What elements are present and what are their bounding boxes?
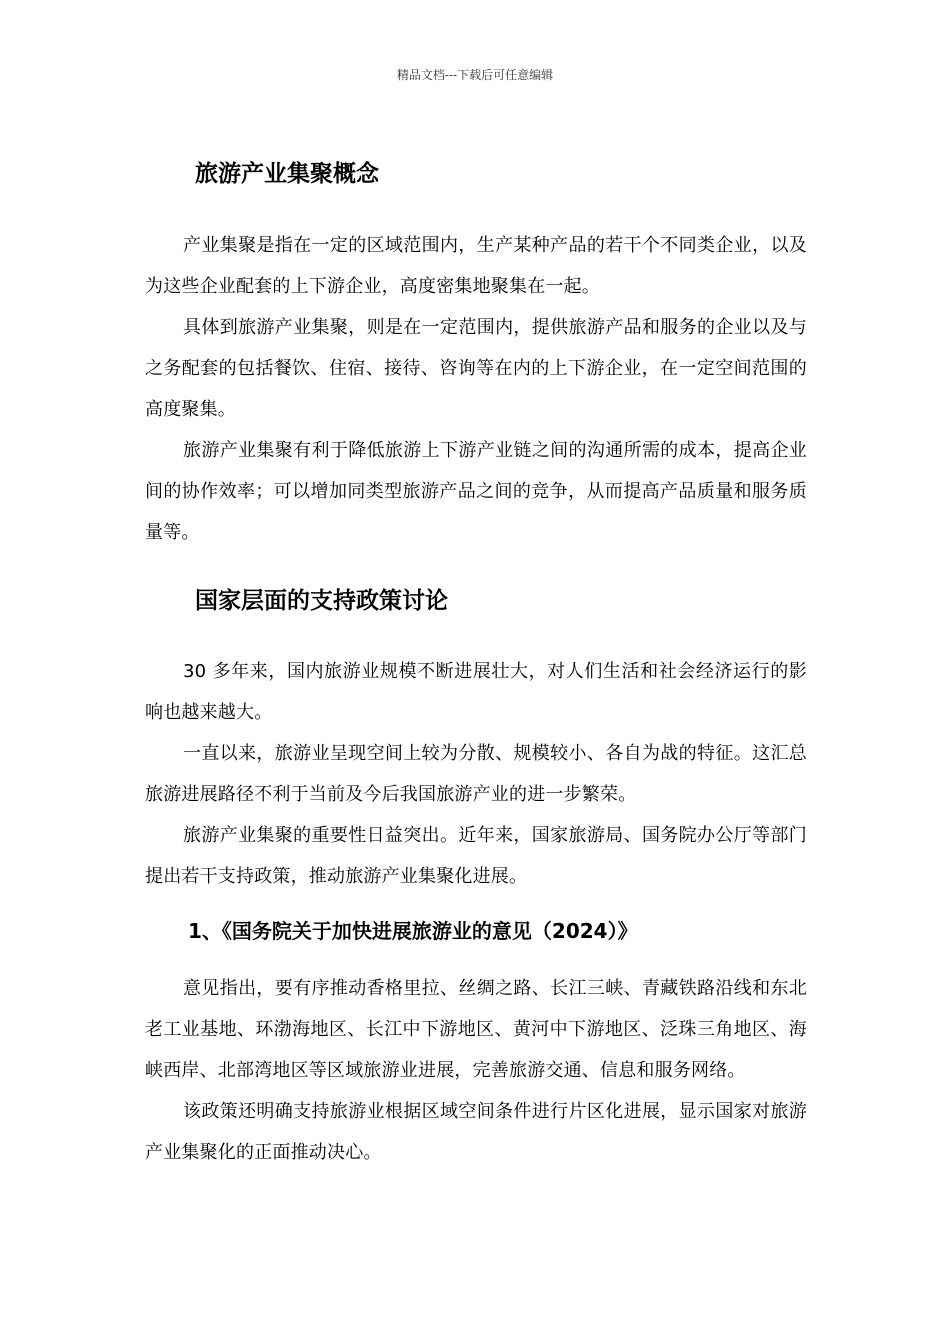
section-title-1: 旅游产业集聚概念 <box>195 161 379 187</box>
paragraph: 30 多年来，国内旅游业规模不断进展壮大，对人们生活和社会经济运行的影响也越来越大。 <box>145 661 807 723</box>
paragraph: 具体到旅游产业集聚，则是在一定范围内，提供旅游产品和服务的企业以及与之务配套的包括餐饮、住宿、接待、咨询等在内的上下游企业，在一定空间范围的高度聚集。 <box>145 317 807 420</box>
subsection-title-1: 1、《国务院关于加快进展旅游业的意见（2024）》 <box>188 919 638 943</box>
page-header: 精品文档---下载后可任意编辑 <box>396 68 554 82</box>
section-body-2 <box>145 651 807 897</box>
subsection-body-1 <box>145 968 807 1173</box>
paragraph: 产业集聚是指在一定的区域范围内，生产某种产品的若干个不同类企业，以及为这些企业配套的上下游企业，高度密集地聚集在一起。 <box>145 235 807 297</box>
paragraph: 意见指出，要有序推动香格里拉、丝绸之路、长江三峡、青藏铁路沿线和东北老工业基地、环渤海地区、长江中下游地区、黄河中下游地区、泛珠三角地区、海峡西岸、北部湾地区等区域旅游业进展，完善旅游交通、信息和服务网络。 <box>145 978 807 1081</box>
paragraph: 一直以来，旅游业呈现空间上较为分散、规模较小、各自为战的特征。这汇总旅游进展路径不利于当前及今后我国旅游产业的进一步繁荣。 <box>145 743 807 805</box>
section-title-2: 国家层面的支持政策讨论 <box>195 588 448 614</box>
paragraph: 旅游产业集聚的重要性日益突出。近年来，国家旅游局、国务院办公厅等部门提出若干支持政策，推动旅游产业集聚化进展。 <box>145 825 807 887</box>
section-body-1 <box>145 225 807 553</box>
paragraph: 该政策还明确支持旅游业根据区域空间条件进行片区化进展，显示国家对旅游产业集聚化的正面推动决心。 <box>145 1101 807 1163</box>
paragraph: 旅游产业集聚有利于降低旅游上下游产业链之间的沟通所需的成本，提高企业间的协作效率；可以增加同类型旅游产品之间的竞争，从而提高产品质量和服务质量等。 <box>145 440 807 543</box>
